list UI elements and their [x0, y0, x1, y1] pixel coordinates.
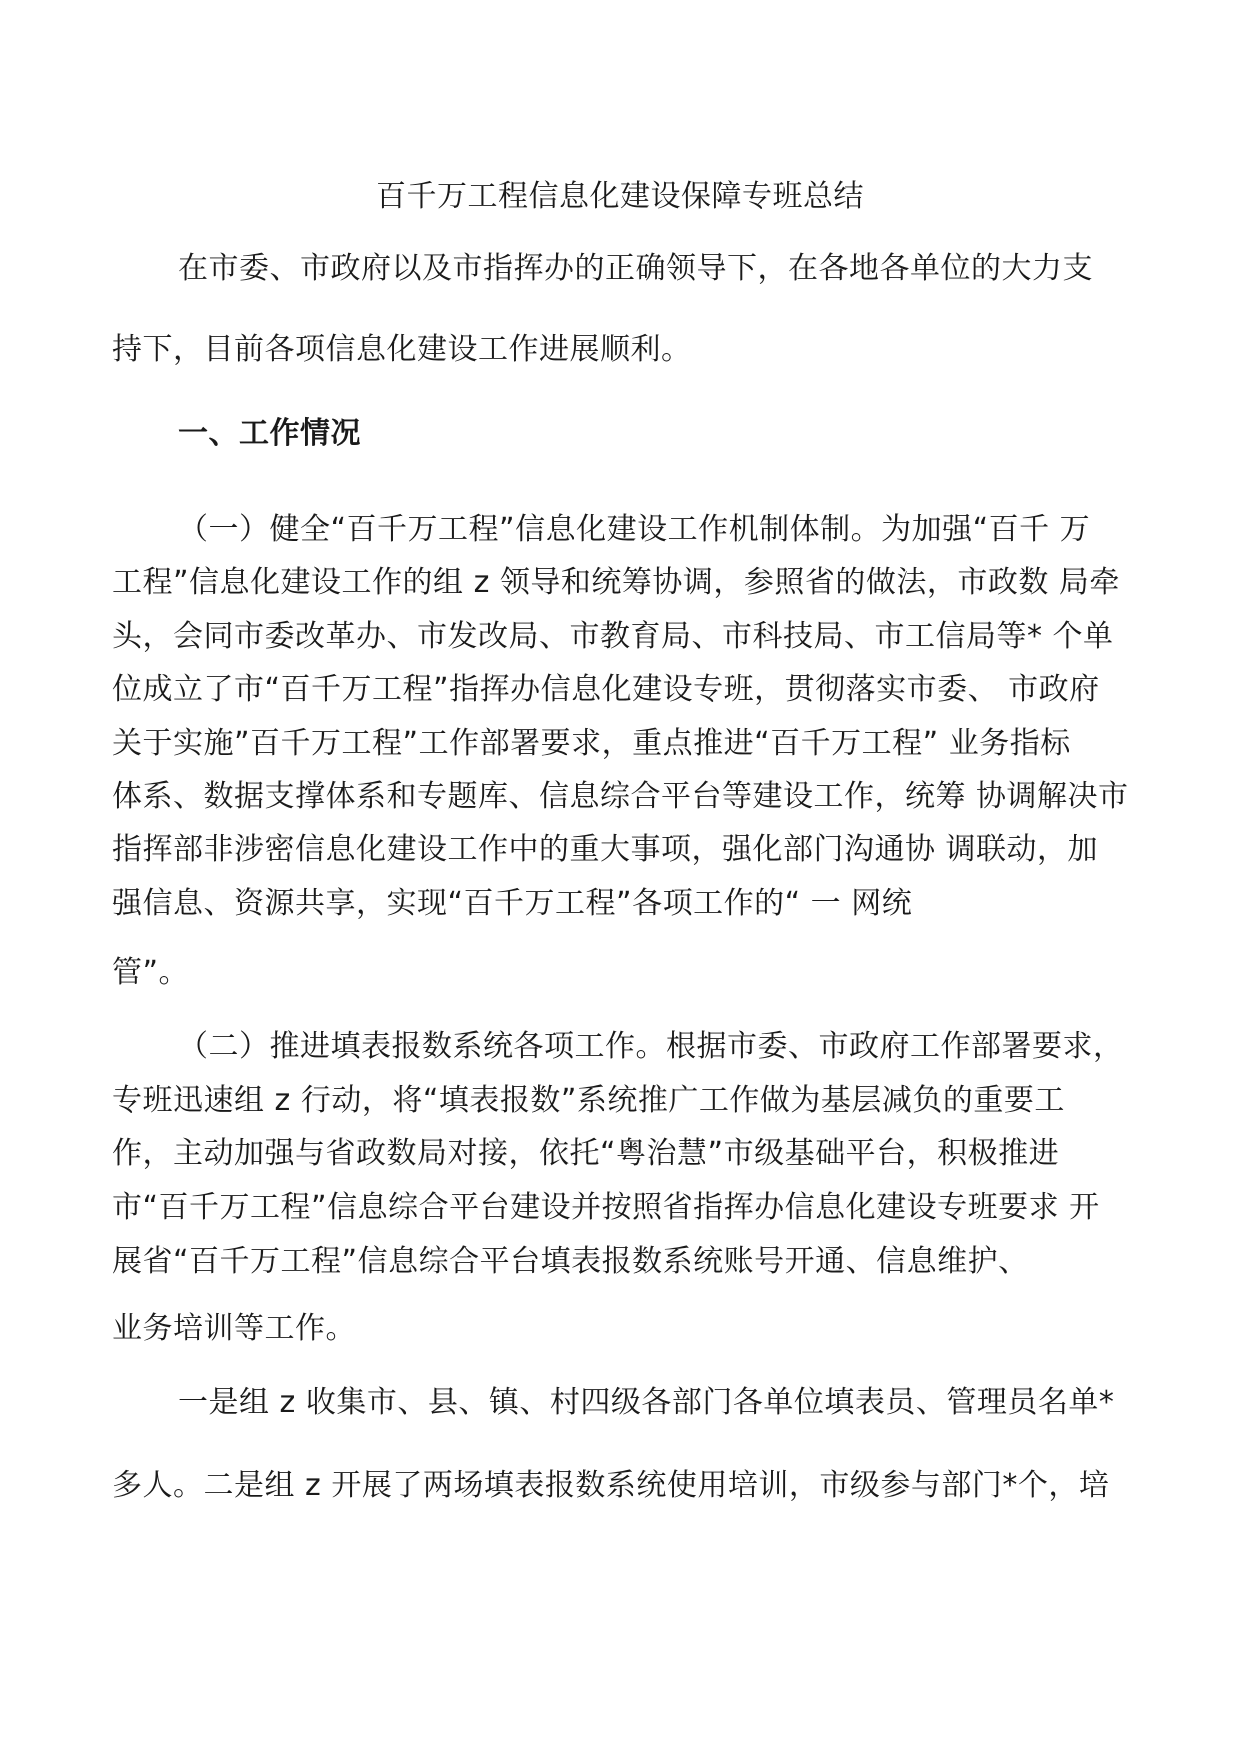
paragraph-1-line-9: 管”。: [112, 955, 190, 990]
paragraph-1-line-7: 指挥部非涉密信息化建设工作中的重大事项，强化部门沟通协 调联动，加: [112, 832, 1099, 867]
paragraph-1-line-1: （一）健全“百千万工程”信息化建设工作机制体制。为加强“百千 万: [178, 512, 1091, 547]
paragraph-2-line-4: 市“百千万工程”信息综合平台建设并按照省指挥办信息化建设专班要求 开: [112, 1190, 1100, 1225]
paragraph-1-line-6: 体系、数据支撑体系和专题库、信息综合平台等建设工作，统筹 协调解决市: [112, 779, 1129, 814]
section-heading-work-status: 一、工作情况: [178, 416, 361, 451]
paragraph-intro-line-1: 在市委、市政府以及市指挥办的正确领导下，在各地各单位的大力支: [178, 251, 1093, 286]
document-title: 百千万工程信息化建设保障专班总结: [376, 179, 864, 214]
paragraph-2-line-3: 作，主动加强与省政数局对接，依托“粤治慧”市级基础平台，积极推进: [112, 1136, 1060, 1171]
paragraph-1-line-8: 强信息、资源共享，实现“百千万工程”各项工作的“ 一 网统: [112, 886, 913, 921]
paragraph-1-line-3: 头，会同市委改革办、市发改局、市教育局、市科技局、市工信局等* 个单: [112, 619, 1114, 654]
paragraph-2-line-1: （二）推进填表报数系统各项工作。根据市委、市政府工作部署要求，: [178, 1029, 1124, 1064]
paragraph-2-line-6: 业务培训等工作。: [112, 1311, 356, 1346]
paragraph-2-line-2: 专班迅速组 z 行动，将“填表报数”系统推广工作做为基层减负的重要工: [112, 1083, 1065, 1118]
paragraph-3-line-2: 多人。二是组 z 开展了两场填表报数系统使用培训，市级参与部门*个，培: [112, 1468, 1110, 1503]
paragraph-1-line-5: 关于实施”百千万工程”工作部署要求，重点推进“百千万工程” 业务指标: [112, 726, 1071, 761]
paragraph-1-line-2: 工程”信息化建设工作的组 z 领导和统筹协调，参照省的做法，市政数 局牵: [112, 565, 1120, 600]
paragraph-intro-line-2: 持下，目前各项信息化建设工作进展顺利。: [112, 332, 692, 367]
paragraph-3-line-1: 一是组 z 收集市、县、镇、村四级各部门各单位填表员、管理员名单*: [178, 1385, 1115, 1420]
paragraph-1-line-4: 位成立了市“百千万工程”指挥办信息化建设专班，贯彻落实市委、 市政府: [112, 672, 1100, 707]
paragraph-2-line-5: 展省“百千万工程”信息综合平台填表报数系统账号开通、信息维护、: [112, 1244, 1029, 1279]
